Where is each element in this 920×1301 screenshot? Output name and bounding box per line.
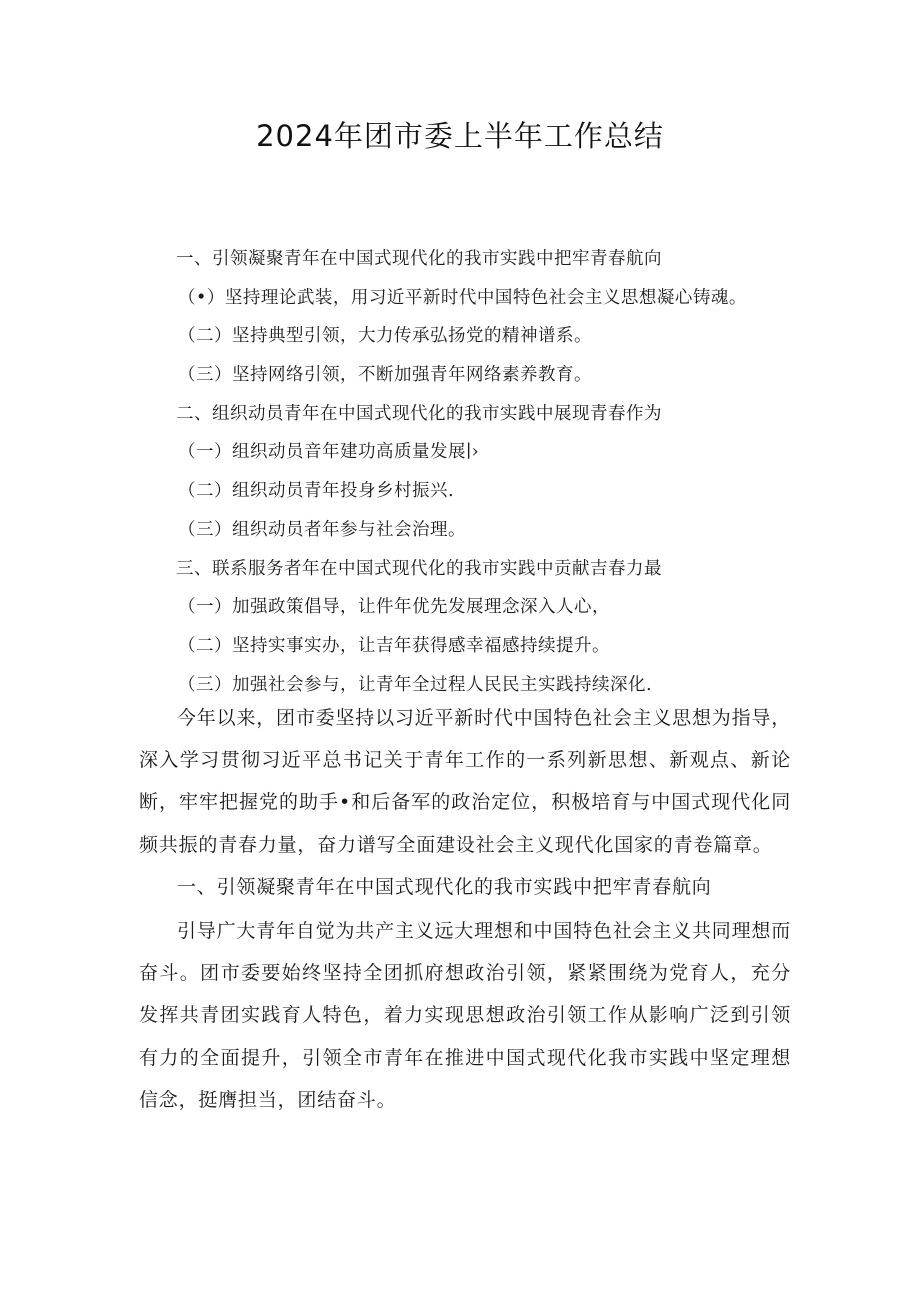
outline-section-heading: 二、组织动员青年在中国式现代化的我市实践中展现青春作为 (176, 403, 662, 424)
outline-section-heading: 一、引领凝聚青年在中国式现代化的我市实践中把牢青春航向 (176, 249, 662, 269)
intro-paragraph: 今年以来，团市委坚持以习近平新时代中国特色社会主义思想为指导，深入学习贯彻习近平总书记关于青年工作的一系列新思想、新观点、新论断，牢牢把握党的助手•和后备军的政治定位，积极培育与中国式现代化同频共振的青春力量，奋力谱写全面建设社会主义现代化国家的青卷篇章。 (139, 707, 791, 856)
outline-subitem: （一）加强政策倡导，让件年优先发展理念深入人心， (178, 597, 610, 618)
outline-subitem: （二）坚持典型引领，大力传承弘扬党的精神谱系。 (178, 326, 592, 347)
section1-paragraph: 引导广大青年自觉为共产主义远大理想和中国特色社会主义共同理想而奋斗。团市委要始终坚持全团抓府想政治引领，紧紧围绕为党育人，充分发挥共青团实践育人特色，着力实现思想政治引领工作从影响广泛到引领有力的全面提升，引领全市青年在推进中国式现代化我市实践中坚定理想信念，挺膺担当，团结奋斗。 (139, 920, 791, 1111)
document-title: 2024年团市委上半年工作总结 (256, 119, 664, 153)
outline-subitem: （三）坚持网络引领，不断加强青年网络素养教育。 (178, 365, 592, 386)
outline-subitem: （三）加强社会参与，让青年全过程人民民主实践持续深化. (178, 674, 653, 695)
outline-subitem: （二）坚持实事实办，让吉年获得感幸福感持续提升。 (178, 635, 610, 656)
outline-subitem: （二）组织动员青年投身乡村振兴. (178, 481, 455, 502)
outline-list (176, 246, 816, 710)
outline-subitem: （一）组织动员音年建功高质量发展∣› (178, 442, 480, 463)
section1-heading: 一、引领凝聚青年在中国式现代化的我市实践中把牢青春航向 (177, 876, 712, 898)
outline-section-heading: 三、联系服务者年在中国式现代化的我市实践中贡献吉春力最 (176, 558, 662, 579)
outline-subitem: （三）组织动员者年参与社会治理。 (178, 519, 466, 540)
outline-subitem: （•）坚持理论武装，用习近平新时代中国特色社会主义思想凝心铸魂。 (178, 287, 747, 308)
